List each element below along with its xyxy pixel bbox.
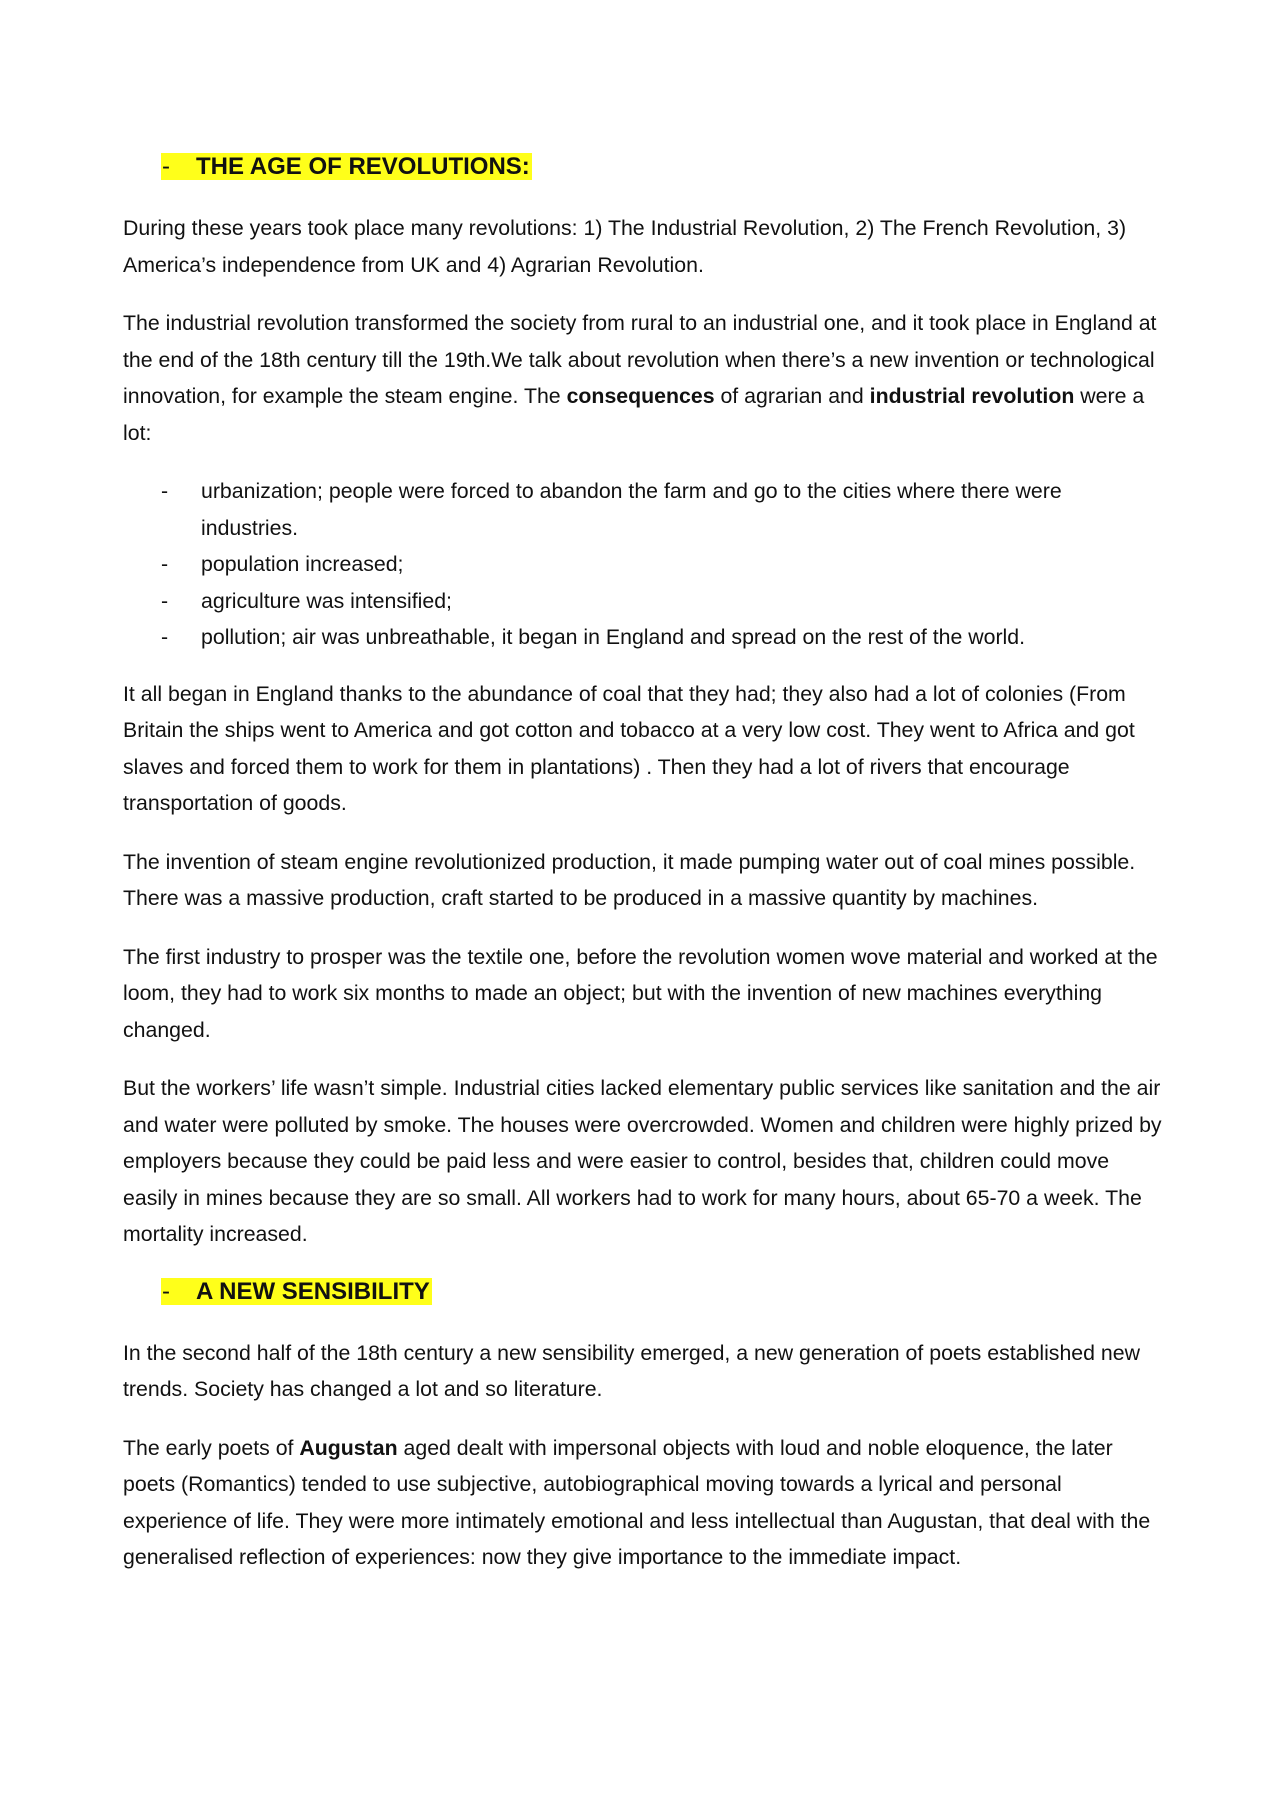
paragraph-revolutions-list: During these years took place many revolutions: 1) The Industrial Revolution, 2) The French Revolution, 3) America’s independence from UK and 4) Agrarian Revolution.: [123, 216, 1127, 277]
document-body: [123, 150, 1163, 1598]
paragraph-steam-engine: The invention of steam engine revolutionized production, it made pumping water out of coal mines possible. There was a massive production, craft started to be produced in a massive quantity by machines.: [123, 849, 1136, 910]
list-dash: -: [161, 479, 169, 503]
paragraph-textile: The first industry to prosper was the textile one, before the revolution women wove material and worked at the loom, they had to work six months to made an object; but with the invention of new machines everything changed.: [123, 944, 1158, 1042]
heading-dash: -: [162, 153, 170, 180]
list-item: - pollution; air was unbreathable, it began in England and spread on the rest of the world.: [123, 619, 1163, 656]
paragraph-england-coal: It all began in England thanks to the abundance of coal that they had; they also had a lot of colonies (From Britain the ships went to America and got cotton and tobacco at a very low cost. They went to Africa and got slaves and forced them to work for them in plantations) . Then they had a lot of rivers that encourage transportation of goods.: [123, 681, 1135, 815]
paragraph-industrial-revolution: The industrial revolution transformed the society from rural to an industrial one, and it took place in England at the end of the 18th century till the 19th.We talk about revolution when there’s a new invention or technological innovation, for example the steam engine. The consequences of agrarian and industrial revolution were a lot:: [123, 311, 1157, 445]
heading-highlight: [161, 153, 532, 180]
paragraph-workers-life: But the workers’ life wasn’t simple. Industrial cities lacked elementary public services like sanitation and the air and water were polluted by smoke. The houses were overcrowded. Women and children were highly prized by employers because they could be paid less and were easier to control, besides that, children could move easily in mines because they are so small. All workers had to work for many hours, about 65-70 a week. The mortality increased.: [123, 1076, 1162, 1246]
bold-augustan: Augustan: [299, 1435, 398, 1460]
heading-highlight: [161, 1278, 432, 1305]
list-item: - agriculture was intensified;: [123, 583, 1163, 620]
heading-text: A NEW SENSIBILITY: [196, 1277, 430, 1305]
list-dash: -: [161, 552, 169, 576]
section-heading-revolutions: [161, 150, 1163, 184]
paragraph-new-sensibility: In the second half of the 18th century a new sensibility emerged, a new generation of poets established new trends. Society has changed a lot and so literature.: [123, 1340, 1140, 1401]
consequences-list: [123, 473, 1163, 656]
list-dash: -: [161, 625, 169, 649]
paragraph-augustan: The early poets of Augustan aged dealt with impersonal objects with loud and noble eloquence, the later poets (Romantics) tended to use subjective, autobiographical moving towards a lyrical and personal experience of life. They were more intimately emotional and less intellectual than Augustan, that deal with the generalised reflection of experiences: now they give importance to the immediate impact.: [123, 1435, 1151, 1569]
section-heading-sensibility: [161, 1275, 1163, 1309]
bold-consequences: consequences: [566, 384, 715, 408]
bold-industrial-revolution: industrial revolution: [869, 384, 1075, 408]
list-item: - population increased;: [123, 546, 1163, 583]
heading-dash: -: [162, 1277, 170, 1305]
heading-text: THE AGE OF REVOLUTIONS:: [196, 153, 530, 180]
list-dash: -: [161, 588, 169, 613]
list-item: - urbanization; people were forced to abandon the farm and go to the cities where there were industries.: [123, 473, 1163, 546]
